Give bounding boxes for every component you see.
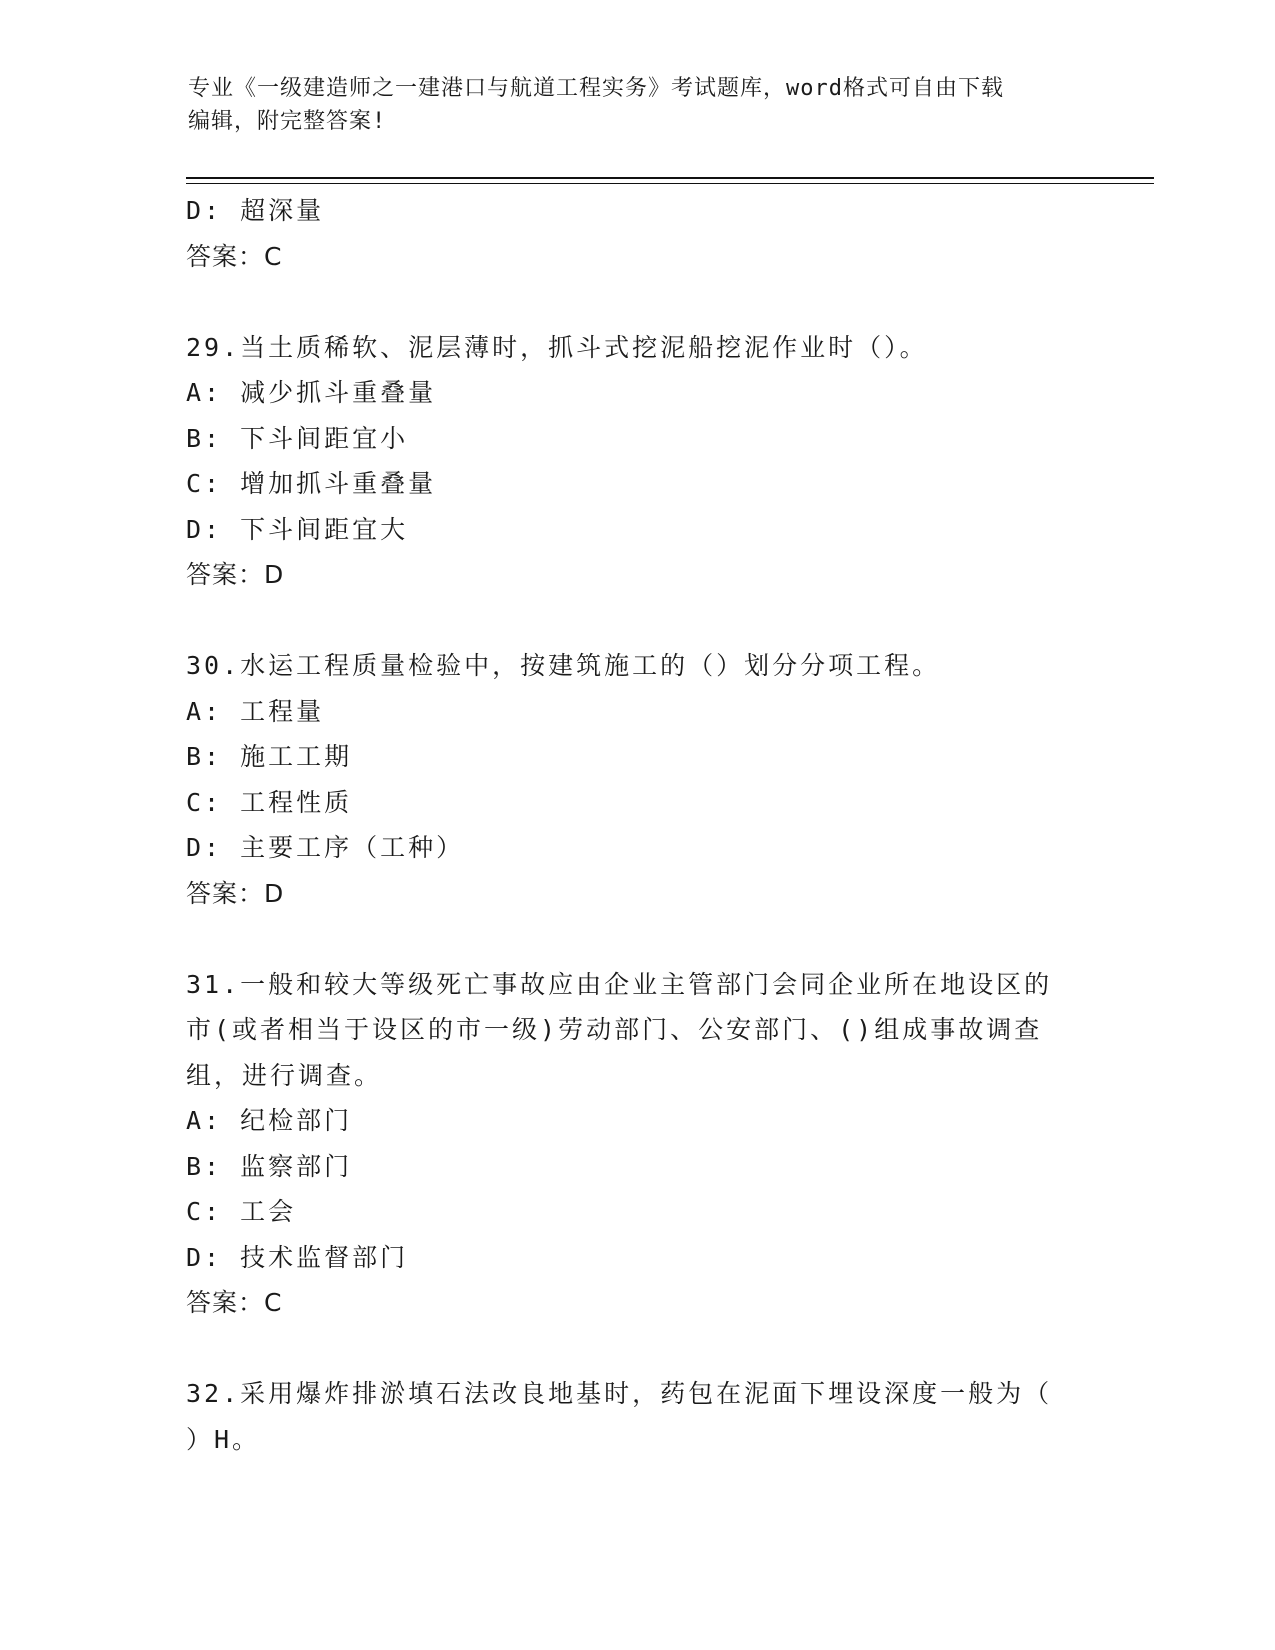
option-c: C: 增加抓斗重叠量 — [186, 469, 437, 498]
question-stem-line: 31.一般和较大等级死亡事故应由企业主管部门会同企业所在地设区的 — [186, 969, 1053, 999]
option-d: D: 下斗间距宜大 — [186, 514, 409, 544]
option-c: C: 工会 — [186, 1197, 297, 1226]
option-b: B: 施工工期 — [186, 742, 353, 771]
question-stem: 30.水运工程质量检验中，按建筑施工的（）划分分项工程。 — [186, 651, 941, 680]
option-c: C: 工程性质 — [186, 787, 353, 817]
spacer — [186, 916, 1086, 962]
option-a: A: 纪检部门 — [186, 1106, 353, 1135]
option-a: A: 工程量 — [186, 696, 325, 726]
spacer — [186, 279, 1086, 325]
answer-line: 答案：D — [186, 560, 285, 589]
spacer — [186, 598, 1086, 644]
answer-line: 答案：C — [186, 241, 283, 271]
option-a: A: 减少抓斗重叠量 — [186, 378, 437, 407]
option-b: B: 监察部门 — [186, 1151, 353, 1181]
header-divider-thin — [186, 183, 1154, 184]
question-block-29 — [186, 325, 1086, 598]
spacer — [186, 1326, 1086, 1372]
option-b: B: 下斗间距宜小 — [186, 423, 409, 453]
question-block-28-tail — [186, 188, 1086, 279]
question-stem-line: 32.采用爆炸排淤填石法改良地基时，药包在泥面下埋设深度一般为（ — [186, 1379, 1053, 1408]
question-block-32 — [186, 1371, 1086, 1462]
answer-line: 答案：C — [186, 1288, 283, 1317]
question-stem: 29.当土质稀软、泥层薄时，抓斗式挖泥船挖泥作业时（）。 — [186, 332, 928, 362]
question-list — [186, 188, 1086, 1462]
question-stem-line: 组，进行调查。 — [186, 1060, 383, 1090]
question-stem-line: 市(或者相当于设区的市一级)劳动部门、公安部门、()组成事故调查 — [186, 1015, 1043, 1044]
question-stem-line: ）H。 — [186, 1424, 261, 1454]
document-header — [188, 72, 1088, 138]
header-line-2: 编辑，附完整答案! — [188, 109, 387, 134]
header-divider-thick — [186, 177, 1154, 179]
question-block-30 — [186, 643, 1086, 916]
option-d: D: 技术监督部门 — [186, 1242, 409, 1272]
answer-line: 答案：D — [186, 878, 285, 908]
option-d: D: 主要工序（工种） — [186, 833, 465, 862]
option-d: D: 超深量 — [186, 196, 325, 225]
header-line-1: 专业《一级建造师之一建港口与航道工程实务》考试题库，word格式可自由下载 — [188, 76, 1004, 101]
question-block-31 — [186, 962, 1086, 1326]
